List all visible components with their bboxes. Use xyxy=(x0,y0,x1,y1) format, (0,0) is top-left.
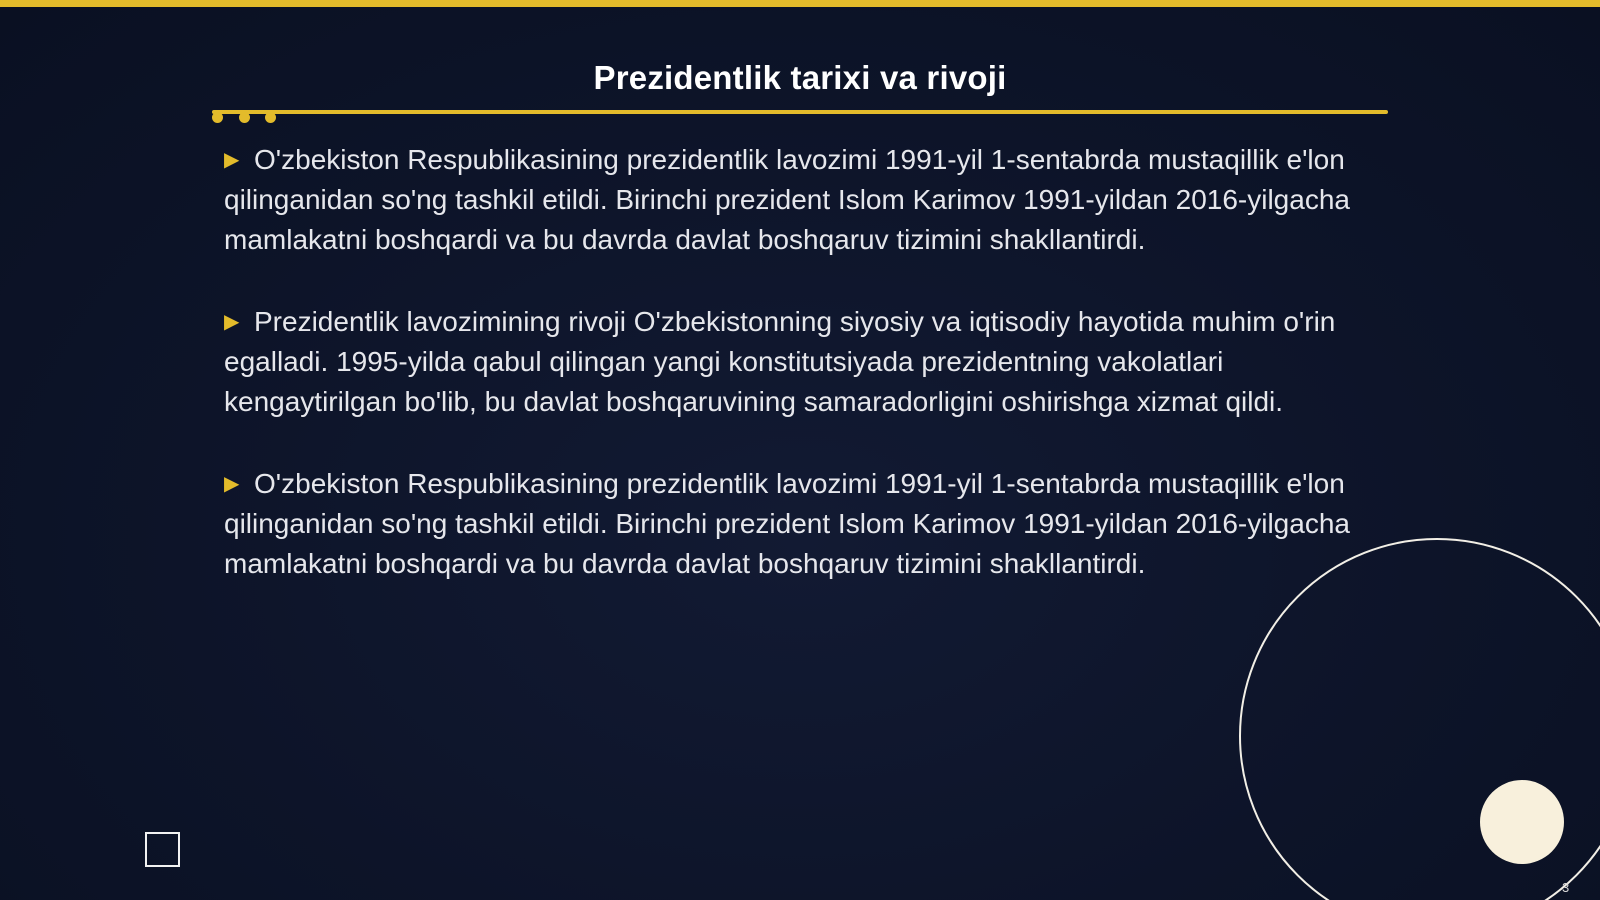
decorative-circle xyxy=(1480,780,1564,864)
dot xyxy=(212,112,223,123)
slide-content xyxy=(224,140,1374,626)
paragraph-text: Prezidentlik lavozimining rivoji O'zbekistonning siyosiy va iqtisodiy hayotida muhim o'rin egalladi. 1995-yilda qabul qilingan yangi konstitutsiyada prezidentning vakolatlari kengaytirilgan bo'lib, bu davlat boshqaruvining samaradorligini oshirishga xizmat qildi. xyxy=(224,306,1336,417)
paragraph-text: O'zbekiston Respublikasining prezidentlik lavozimi 1991-yil 1-sentabrda mustaqillik e'lon qilinganidan so'ng tashkil etildi. Birinchi prezident Islom Karimov 1991-yildan 2016-yilgacha mamlakatni boshqardi va bu davrda davlat boshqaruv tizimini shakllantirdi. xyxy=(224,144,1350,255)
triangle-right-icon: ▶ xyxy=(224,473,240,495)
triangle-right-icon: ▶ xyxy=(224,149,240,171)
three-dots-icon xyxy=(212,112,282,126)
bullet-paragraph xyxy=(224,302,1374,422)
paragraph-text: O'zbekiston Respublikasining prezidentlik lavozimi 1991-yil 1-sentabrda mustaqillik e'lon qilinganidan so'ng tashkil etildi. Birinchi prezident Islom Karimov 1991-yildan 2016-yilgacha mamlakatni boshqardi va bu davrda davlat boshqaruv tizimini shakllantirdi. xyxy=(224,468,1350,579)
slide-title: Prezidentlik tarixi va rivoji xyxy=(593,59,1007,96)
page-number: 3 xyxy=(1562,880,1570,895)
decorative-square xyxy=(145,832,180,867)
bullet-paragraph xyxy=(224,140,1374,260)
dot xyxy=(239,112,250,123)
bullet-paragraph xyxy=(224,464,1374,584)
triangle-right-icon: ▶ xyxy=(224,311,240,333)
dot xyxy=(265,112,276,123)
title-underline xyxy=(212,110,1388,114)
top-accent-bar xyxy=(0,0,1600,7)
